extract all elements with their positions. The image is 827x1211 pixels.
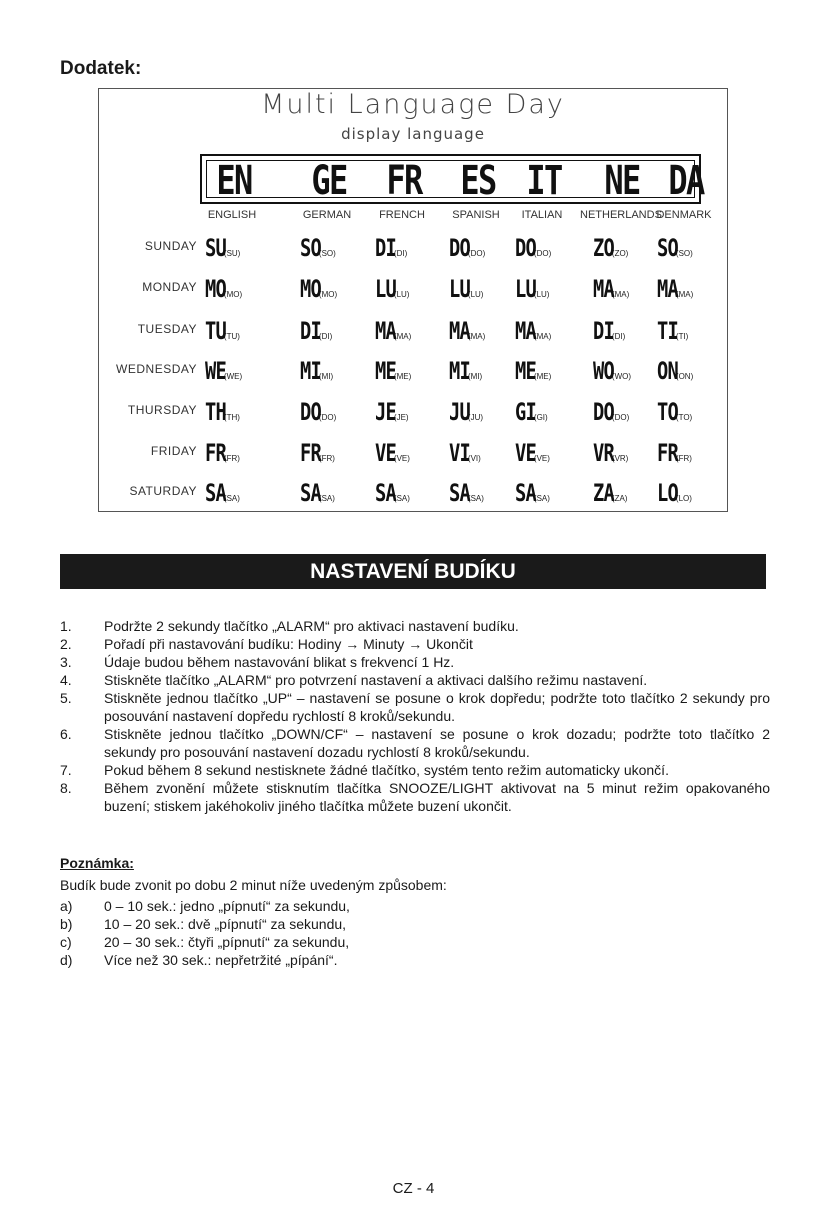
day-abbreviation-display: ME — [375, 357, 396, 385]
day-abbreviation-display: DI — [300, 317, 321, 345]
language-name: NETHERLANDS — [580, 209, 662, 221]
day-abbreviation — [593, 479, 627, 507]
step-number: 3. — [60, 654, 72, 670]
note-item — [60, 897, 350, 915]
day-abbreviation — [515, 317, 551, 345]
day-abbreviation-display: DI — [375, 234, 396, 262]
note-text: 0 – 10 sek.: jedno „pípnutí“ za sekundu, — [104, 898, 350, 914]
day-abbreviation-code: (VR) — [611, 454, 629, 463]
day-abbreviation-code: (SA) — [533, 494, 550, 503]
day-abbreviation-display: ZO — [593, 234, 614, 262]
day-abbreviation-display: LU — [515, 275, 536, 303]
day-abbreviation-code: (MA) — [467, 332, 486, 341]
language-name: FRENCH — [379, 209, 425, 221]
day-abbreviation-display: MI — [300, 357, 321, 385]
day-abbreviation-display: VI — [449, 439, 470, 467]
day-abbreviation — [205, 317, 240, 345]
day-label: WEDNESDAY — [116, 362, 197, 376]
day-label: SATURDAY — [129, 484, 197, 498]
language-name: ITALIAN — [521, 209, 563, 221]
day-abbreviation-code: (JE) — [393, 413, 409, 422]
step-text: Během zvonění můžete stisknutím tlačítka SNOOZE/LIGHT aktivovat na 5 minut režim opakovaného buzení; stiskem jakéhokoliv jiného tlačítka můžete buzení ukončit. — [104, 780, 770, 814]
day-abbreviation-display: WO — [593, 357, 614, 385]
day-abbreviation-code: (LO) — [675, 494, 692, 503]
day-abbreviation — [300, 275, 337, 303]
language-code: ES — [460, 158, 496, 204]
day-abbreviation — [205, 398, 240, 426]
day-abbreviation-code: (SA) — [467, 494, 484, 503]
day-abbreviation-display: ZA — [593, 479, 614, 507]
day-abbreviation — [205, 439, 240, 467]
step-item — [60, 779, 770, 815]
day-abbreviation — [657, 275, 693, 303]
figure-title: Multi Language Day — [261, 89, 565, 120]
day-abbreviation — [515, 275, 549, 303]
day-abbreviation-display: ME — [515, 357, 536, 385]
day-abbreviation-display: MA — [515, 317, 536, 345]
note-intro: Budík bude zvonit po dobu 2 minut níže uvedeným způsobem: — [60, 877, 447, 893]
note-letter: c) — [60, 934, 72, 950]
day-abbreviation — [300, 479, 335, 507]
day-abbreviation-code: (SO) — [675, 249, 693, 258]
day-abbreviation-code: (ME) — [533, 372, 552, 381]
note-item — [60, 951, 350, 969]
step-item — [60, 617, 770, 635]
day-abbreviation-display: VR — [593, 439, 614, 467]
day-abbreviation — [449, 439, 481, 467]
day-abbreviation — [205, 275, 242, 303]
day-abbreviation-code: (ZA) — [611, 494, 628, 503]
day-abbreviation-code: (MI) — [318, 372, 334, 381]
day-abbreviation-display: TI — [657, 317, 678, 345]
day-abbreviation-code: (FR) — [223, 454, 240, 463]
day-abbreviation — [205, 234, 240, 262]
step-item — [60, 725, 770, 761]
language-code-display — [200, 154, 704, 204]
day-abbreviation-display: TU — [205, 317, 226, 345]
alarm-setting-steps — [60, 617, 770, 815]
step-text: Pořadí při nastavování budíku: Hodiny → Minuty → Ukončit — [104, 636, 473, 652]
language-code: FR — [386, 158, 422, 204]
day-abbreviation-display: JE — [375, 398, 396, 426]
day-abbreviation-display: SA — [300, 479, 321, 507]
day-abbreviation-display: MA — [657, 275, 678, 303]
step-item — [60, 635, 770, 653]
step-number: 4. — [60, 672, 72, 688]
day-abbreviation-code: (LU) — [393, 290, 410, 299]
day-abbreviation — [515, 357, 551, 385]
day-abbreviation-display: MI — [449, 357, 470, 385]
day-abbreviation-code: (DO) — [467, 249, 486, 258]
day-abbreviation — [657, 317, 688, 345]
day-abbreviation-code: (VE) — [533, 454, 550, 463]
day-abbreviation-display: TH — [205, 398, 226, 426]
day-abbreviation-code: (GI) — [533, 413, 548, 422]
language-name: ENGLISH — [207, 209, 257, 221]
day-abbreviation — [300, 234, 336, 262]
day-abbreviation-display: VE — [375, 439, 396, 467]
day-abbreviation-display: WE — [205, 357, 226, 385]
day-abbreviation — [375, 439, 410, 467]
day-abbreviation-code: (VE) — [393, 454, 410, 463]
day-abbreviation-display: SA — [449, 479, 470, 507]
day-abbreviation-display: MO — [300, 275, 321, 303]
day-abbreviation — [593, 398, 629, 426]
day-abbreviation-display: DO — [515, 234, 536, 262]
day-abbreviation — [593, 357, 631, 385]
day-abbreviation — [375, 234, 407, 262]
day-abbreviation — [515, 439, 550, 467]
day-abbreviation-code: (TH) — [223, 413, 240, 422]
day-abbreviation-display: SA — [375, 479, 396, 507]
day-abbreviation — [205, 357, 242, 385]
day-abbreviation — [449, 398, 483, 426]
day-abbreviation — [449, 317, 485, 345]
note-item — [60, 933, 350, 951]
day-abbreviation — [657, 357, 693, 385]
day-abbreviation — [593, 275, 629, 303]
day-abbreviation — [657, 479, 692, 507]
day-abbreviation-display: GI — [515, 398, 536, 426]
day-abbreviation — [449, 479, 484, 507]
page-number: CZ - 4 — [392, 1180, 435, 1197]
day-abbreviation-display: MA — [593, 275, 614, 303]
day-abbreviation-display: LU — [375, 275, 396, 303]
day-abbreviation — [205, 479, 240, 507]
day-abbreviation-code: (DO) — [611, 413, 630, 422]
day-label: FRIDAY — [150, 444, 197, 458]
step-number: 7. — [60, 762, 72, 778]
day-abbreviation — [300, 317, 332, 345]
step-text: Stiskněte tlačítko „ALARM“ pro potvrzení nastavení a aktivaci dalšího režimu nastavení. — [104, 672, 648, 688]
day-abbreviation-display: MO — [205, 275, 226, 303]
language-code: EN — [216, 158, 252, 204]
day-abbreviation-code: (DI) — [611, 332, 626, 341]
note-letter: a) — [60, 898, 73, 914]
step-item — [60, 671, 770, 689]
day-abbreviation-display: FR — [205, 439, 226, 467]
day-abbreviation — [593, 439, 628, 467]
day-abbreviation — [593, 234, 628, 262]
step-item — [60, 761, 770, 779]
day-abbreviation — [657, 439, 692, 467]
day-abbreviation-code: (DI) — [393, 249, 408, 258]
day-abbreviation-code: (ME) — [393, 372, 412, 381]
multi-language-day-figure — [98, 88, 728, 512]
note-list — [60, 897, 350, 969]
day-abbreviation-code: (DO) — [533, 249, 552, 258]
day-abbreviation-display: SO — [300, 234, 321, 262]
day-abbreviation-display: DO — [300, 398, 321, 426]
day-abbreviation-code: (SO) — [318, 249, 336, 258]
day-abbreviation-code: (TU) — [223, 332, 240, 341]
day-abbreviation-code: (MI) — [467, 372, 483, 381]
step-number: 1. — [60, 618, 72, 634]
day-abbreviation — [375, 398, 409, 426]
day-abbreviation-code: (WO) — [611, 372, 632, 381]
day-abbreviation — [515, 479, 550, 507]
day-abbreviation — [375, 275, 409, 303]
day-abbreviation — [449, 234, 485, 262]
day-abbreviation-display: SU — [205, 234, 226, 262]
step-number: 8. — [60, 780, 72, 796]
step-item — [60, 689, 770, 725]
day-abbreviation-display: MA — [449, 317, 470, 345]
day-label: TUESDAY — [137, 322, 197, 336]
day-abbreviation-code: (MA) — [611, 290, 630, 299]
day-abbreviation-code: (VI) — [467, 454, 481, 463]
language-code: IT — [526, 158, 562, 204]
step-number: 6. — [60, 726, 72, 742]
day-abbreviation-code: (TO) — [675, 413, 693, 422]
step-text: Stiskněte jednou tlačítko „UP“ – nastavení se posune o krok dopředu; podržte toto tlačítko 2 sekundy pro posouvání nastavení dopředu rychlostí 8 kroků/sekundu. — [104, 690, 770, 724]
language-name: DENMARK — [656, 209, 712, 221]
day-abbreviation — [593, 317, 625, 345]
day-abbreviation-code: (LU) — [533, 290, 550, 299]
day-abbreviation-display: LU — [449, 275, 470, 303]
day-abbreviation-display: DO — [449, 234, 470, 262]
day-abbreviation — [375, 317, 411, 345]
step-item — [60, 653, 770, 671]
note-letter: b) — [60, 916, 73, 932]
day-abbreviation-code: (SA) — [223, 494, 240, 503]
language-code: NE — [604, 158, 640, 204]
day-label: SUNDAY — [144, 239, 197, 253]
note-text: 20 – 30 sek.: čtyři „pípnutí“ za sekundu, — [104, 934, 350, 950]
day-abbreviation-display: ON — [657, 357, 678, 385]
day-abbreviation — [300, 439, 335, 467]
day-abbreviation-display: LO — [657, 479, 678, 507]
day-abbreviation-code: (JU) — [467, 413, 484, 422]
day-abbreviation — [515, 398, 548, 426]
day-label: MONDAY — [142, 280, 197, 294]
day-abbreviation-display: TO — [657, 398, 678, 426]
day-abbreviation-code: (WE) — [223, 372, 243, 381]
step-number: 2. — [60, 636, 72, 652]
note-item — [60, 915, 350, 933]
day-abbreviation — [657, 234, 693, 262]
day-abbreviation-code: (DO) — [318, 413, 337, 422]
day-abbreviation-code: (MA) — [393, 332, 412, 341]
day-abbreviation-code: (MO) — [223, 290, 243, 299]
day-abbreviation-code: (SA) — [393, 494, 410, 503]
day-abbreviation — [375, 357, 411, 385]
day-abbreviation-display: SO — [657, 234, 678, 262]
day-abbreviation-code: (ON) — [675, 372, 694, 381]
note-text: Více než 30 sek.: nepřetržité „pípání“. — [104, 952, 338, 968]
step-text: Pokud během 8 sekund nestisknete žádné tlačítko, systém tento režim automaticky ukončí. — [104, 762, 669, 778]
day-abbreviation-display: MA — [375, 317, 396, 345]
day-abbreviation-code: (FR) — [675, 454, 692, 463]
day-label: THURSDAY — [127, 403, 197, 417]
section-title: NASTAVENÍ BUDÍKU — [60, 554, 766, 589]
day-abbreviation-code: (MA) — [533, 332, 552, 341]
day-abbreviation-display: FR — [657, 439, 678, 467]
day-abbreviation — [300, 398, 336, 426]
day-abbreviation-code: (TI) — [675, 332, 689, 341]
language-code: DA — [668, 158, 704, 204]
day-abbreviation — [515, 234, 551, 262]
figure-subtitle: display language — [341, 125, 485, 143]
note-heading: Poznámka: — [60, 855, 134, 871]
note-text: 10 – 20 sek.: dvě „pípnutí“ za sekundu, — [104, 916, 347, 932]
day-abbreviation-display: DI — [593, 317, 614, 345]
step-text: Údaje budou během nastavování blikat s frekvencí 1 Hz. — [104, 654, 455, 670]
language-name: GERMAN — [302, 209, 352, 221]
day-abbreviation-code: (SU) — [223, 249, 241, 258]
day-abbreviation-display: JU — [449, 398, 470, 426]
day-abbreviation-code: (SA) — [318, 494, 335, 503]
day-abbreviation-display: FR — [300, 439, 321, 467]
day-abbreviation — [449, 275, 483, 303]
day-abbreviation-display: VE — [515, 439, 536, 467]
day-abbreviation — [449, 357, 482, 385]
day-abbreviation-code: (MO) — [318, 290, 338, 299]
day-abbreviation-display: SA — [205, 479, 226, 507]
step-text: Stiskněte jednou tlačítko „DOWN/CF“ – nastavení se posune o krok dozadu; podržte toto tlačítko 2 sekundy pro posouvání nastavení dozadu rychlostí 8 kroků/sekundu. — [104, 726, 770, 760]
day-abbreviation-code: (LU) — [467, 290, 484, 299]
step-number: 5. — [60, 690, 72, 706]
day-abbreviation-code: (FR) — [318, 454, 335, 463]
day-abbreviation — [300, 357, 333, 385]
day-abbreviation — [375, 479, 410, 507]
appendix-title: Dodatek: — [60, 58, 142, 79]
day-abbreviation-code: (ZO) — [611, 249, 629, 258]
day-abbreviation-display: DO — [593, 398, 614, 426]
language-name: SPANISH — [452, 209, 500, 221]
day-abbreviation-code: (DI) — [318, 332, 333, 341]
day-abbreviation — [657, 398, 692, 426]
day-abbreviation-code: (MA) — [675, 290, 694, 299]
day-abbreviation-display: SA — [515, 479, 536, 507]
step-text: Podržte 2 sekundy tlačítko „ALARM“ pro aktivaci nastavení budíku. — [104, 618, 519, 634]
note-letter: d) — [60, 952, 73, 968]
language-code: GE — [311, 158, 347, 204]
